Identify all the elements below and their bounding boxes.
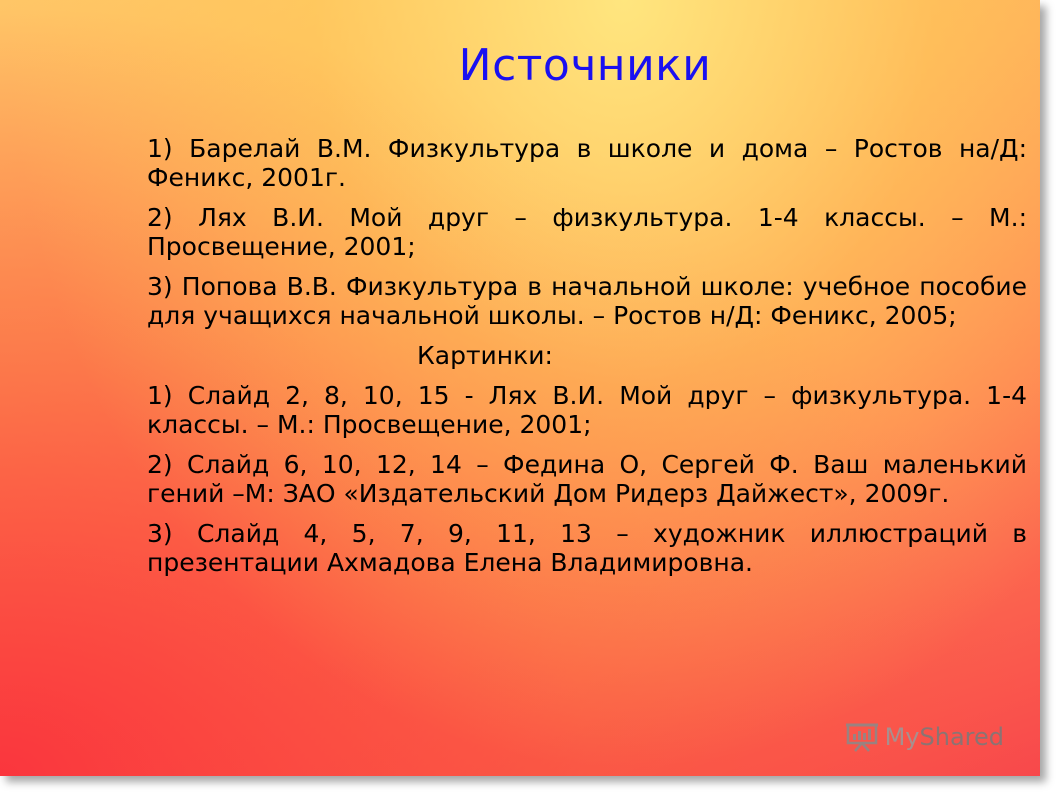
watermark-brand-shared: Shared — [919, 723, 1004, 751]
pictures-heading: Картинки: — [417, 341, 553, 370]
presentation-board-icon — [845, 722, 879, 752]
slide-content — [147, 134, 1027, 588]
picture-item-1: 1) Слайд 2, 8, 10, 15 - Лях В.И. Мой друг – физкультура. 1-4 классы. – М.: Просвещение, 2001; — [147, 381, 1027, 439]
slide-title: Источники — [458, 40, 712, 91]
source-item-3: 3) Попова В.В. Физкультура в начальной школе: учебное пособие для учащихся начальной школы. – Ростов н/Д: Феникс, 2005; — [147, 272, 1027, 330]
source-item-2: 2) Лях В.И. Мой друг – физкультура. 1-4 классы. – М.: Просвещение, 2001; — [147, 203, 1027, 261]
picture-item-2: 2) Слайд 6, 10, 12, 14 – Федина О, Сергей Ф. Ваш маленький гений –М: ЗАО «Издательский Дом Ридерз Дайжест», 2009г. — [147, 450, 1027, 508]
watermark-brand-my: My — [884, 723, 920, 751]
picture-item-3: 3) Слайд 4, 5, 7, 9, 11, 13 – художник иллюстраций в презентации Ахмадова Елена Владимировна. — [147, 519, 1027, 577]
myshared-watermark — [845, 722, 1004, 752]
source-item-1: 1) Барелай В.М. Физкультура в школе и дома – Ростов на/Д: Феникс, 2001г. — [147, 134, 1027, 192]
